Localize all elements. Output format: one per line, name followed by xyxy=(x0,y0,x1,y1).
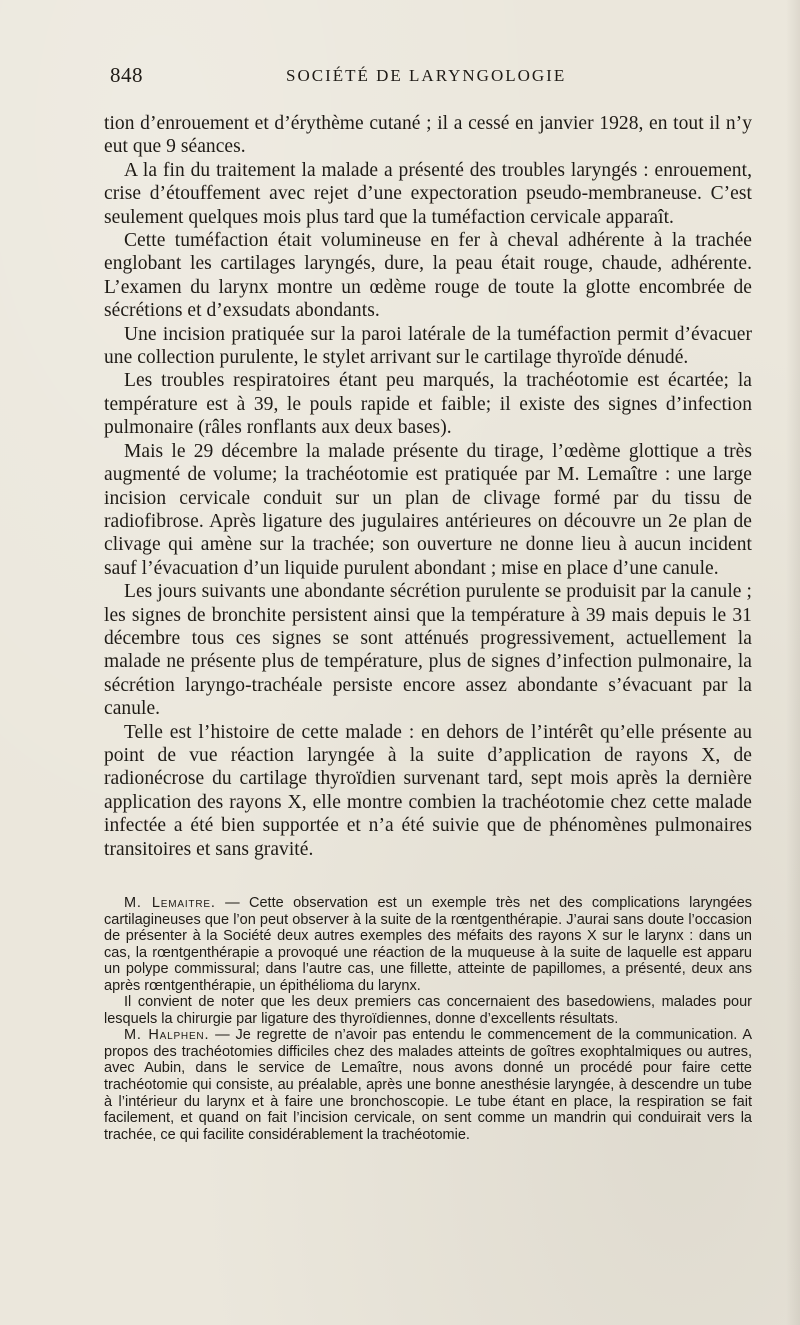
paragraph-incision: Une incision pratiquée sur la paroi latérale de la tuméfaction permit d’évacuer une collection purulente, le stylet arrivant sur le cartilage thyroïde dénudé. xyxy=(104,323,752,369)
paragraph-tumefaction: Cette tuméfaction était volumineuse en fer à cheval adhérente à la trachée englobant les cartilages laryngés, dure, la peau était rouge, chaude, adhérente. L’examen du larynx montre un œdème rouge de toute la glotte encombrée de sécrétions et d’exsudats abondants. xyxy=(104,230,752,322)
discussion-section xyxy=(104,895,752,1143)
lemaitre-text-1: Cette observation est un exemple très net des complications laryngées cartilagineuses que l’on peut observer à la suite de la rœntgenthérapie. J’aurai sans doute l’occasion de présenter à la Société deux autres exemples des méfaits des rayons X sur le larynx : dans un cas, la rœntgenthérapie a provoqué une réaction de la muqueuse à la suite de laquelle est apparu un polype commissural; dans l’autre cas, une fillette, atteinte de papillomes, a présenté, deux ans après rœntgenthérapie, un épithélioma du larynx. xyxy=(104,895,753,994)
paragraph-december-29: Mais le 29 décembre la malade présente du tirage, l’œdème glottique a très augmenté de volume; la trachéotomie est pratiquée par M. Lemaître : une large incision cervicale conduit sur un plan de clivage formé par du tissu de radiofibrose. Après ligature des jugulaires antérieures on découvre un 2e plan de clivage qui amène sur la trachée; son ouverture ne donne lieu à aucun incident sauf l’évacuation d’un liquide purulent abondant ; mise en place d’une canule. xyxy=(104,440,752,579)
lemaitre-separator: — xyxy=(225,895,250,911)
paragraph-conclusion: Telle est l’histoire de cette malade : en dehors de l’intérêt qu’elle présente au point de vue réaction laryngée à la suite d’application de rayons X, de radionécrose du cartilage thyroïdien survenant tard, sept mois après la dernière application des rayons X, elle montre combien la trachéotomie chez cette malade infectée a été bien supportée et n’a été suivie que de phénomènes pulmonaires transitoires et sans gravité. xyxy=(104,721,752,860)
running-title: SOCIÉTÉ DE LARYNGOLOGIE xyxy=(286,66,567,85)
page-header xyxy=(110,63,750,93)
page-body xyxy=(104,112,752,1143)
main-text xyxy=(104,112,752,861)
lemaitre-remark-continued: Il convient de noter que les deux premiers cas concernaient des basedowiens, malades pour lesquels la chirurgie par ligature des thyroïdiennes, donne d’excellents résultats. xyxy=(104,994,752,1027)
halphen-text: Je regrette de n’avoir pas entendu le commencement de la communication. A propos des trachéotomies difficiles chez des malades atteints de goîtres exophtalmiques ou autres, avec Aubin, dans le service de Lemaître, nous avons donné un procédé pour faire cette trachéotomie qui consiste, au préalable, après une bonne anesthésie laryngée, à descendre un tube à l’intérieur du larynx et à faire une bronchoscopie. Le tube étant en place, la respiration se fait facilement, et quand on fait l’incision cervicale, on sent comme un mandrin qui conduirait vers la trachée, ce qui facilite considérablement la trachéotomie. xyxy=(104,1027,753,1143)
halphen-separator: — xyxy=(215,1027,236,1044)
paragraph-following-days: Les jours suivants une abondante sécrétion purulente se produisit par la canule ; les signes de bronchite persistent ainsi que la température à 39 mais depuis le 31 décembre tous ces signes se sont atténués progressivement, actuellement la malade ne présente plus de température, plus de signes d’infection pulmonaire, la sécrétion laryngo-trachéale persiste encore assez abondante s’évacuant par la canule. xyxy=(104,581,752,720)
paragraph-respiratory: Les troubles respiratoires étant peu marqués, la trachéotomie est écartée; la température est à 39, le pouls rapide et faible; il existe des signes d’infection pulmonaire (râles ronflants aux deux bases). xyxy=(104,370,752,439)
halphen-remark xyxy=(104,1027,752,1143)
paragraph-end-of-treatment: A la fin du traitement la malade a présenté des troubles laryngés : enrouement, crise d’étouffement avec rejet d’une expectoration pseudo-membraneuse. C’est seulement quelques mois plus tard que la tuméfaction cervicale apparaît. xyxy=(104,159,752,228)
lemaitre-remark xyxy=(104,895,752,994)
speaker-halphen: M. Halphen. xyxy=(124,1027,210,1044)
paragraph-continued: tion d’enrouement et d’érythème cutané ; il a cessé en janvier 1928, en tout il n’y eut que 9 séances. xyxy=(104,113,752,158)
speaker-lemaitre: M. Lemaitre. xyxy=(124,895,216,911)
page-number: 848 xyxy=(110,63,143,87)
page-edge-shadow xyxy=(786,0,800,1325)
